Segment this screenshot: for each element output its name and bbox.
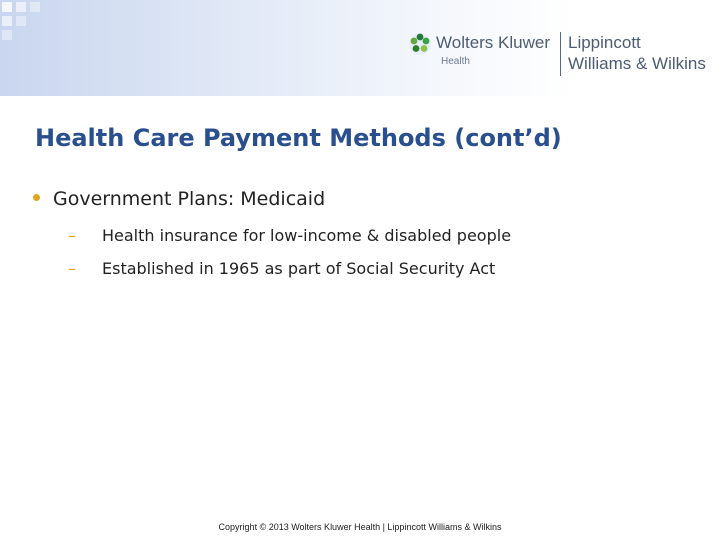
bullet-text: Government Plans: Medicaid (53, 188, 326, 210)
division-name: Health (441, 56, 470, 67)
sub-bullet-item (68, 226, 511, 245)
wolters-kluwer-globe-icon (408, 32, 432, 56)
imprint-line-1: Lippincott (568, 33, 641, 52)
slide-title: Health Care Payment Methods (cont’d) (35, 124, 562, 152)
imprint-line-2: Williams & Wilkins (568, 54, 706, 73)
bullet-dot-icon (33, 194, 40, 201)
sub-bullet-item (68, 259, 495, 278)
sub-bullet-text: Health insurance for low-income & disabled people (102, 226, 512, 245)
bullet-item (33, 188, 325, 210)
logo-divider (560, 32, 561, 76)
sub-bullet-marker: – (68, 226, 76, 245)
sub-bullet-marker: – (68, 259, 76, 278)
copyright-footer: Copyright © 2013 Wolters Kluwer Health | Lippincott Williams & Wilkins (218, 522, 502, 532)
sub-bullet-text: Established in 1965 as part of Social Security Act (102, 259, 496, 278)
publisher-logo (408, 30, 718, 78)
decorative-squares (0, 0, 80, 40)
company-name: Wolters Kluwer (436, 33, 550, 52)
